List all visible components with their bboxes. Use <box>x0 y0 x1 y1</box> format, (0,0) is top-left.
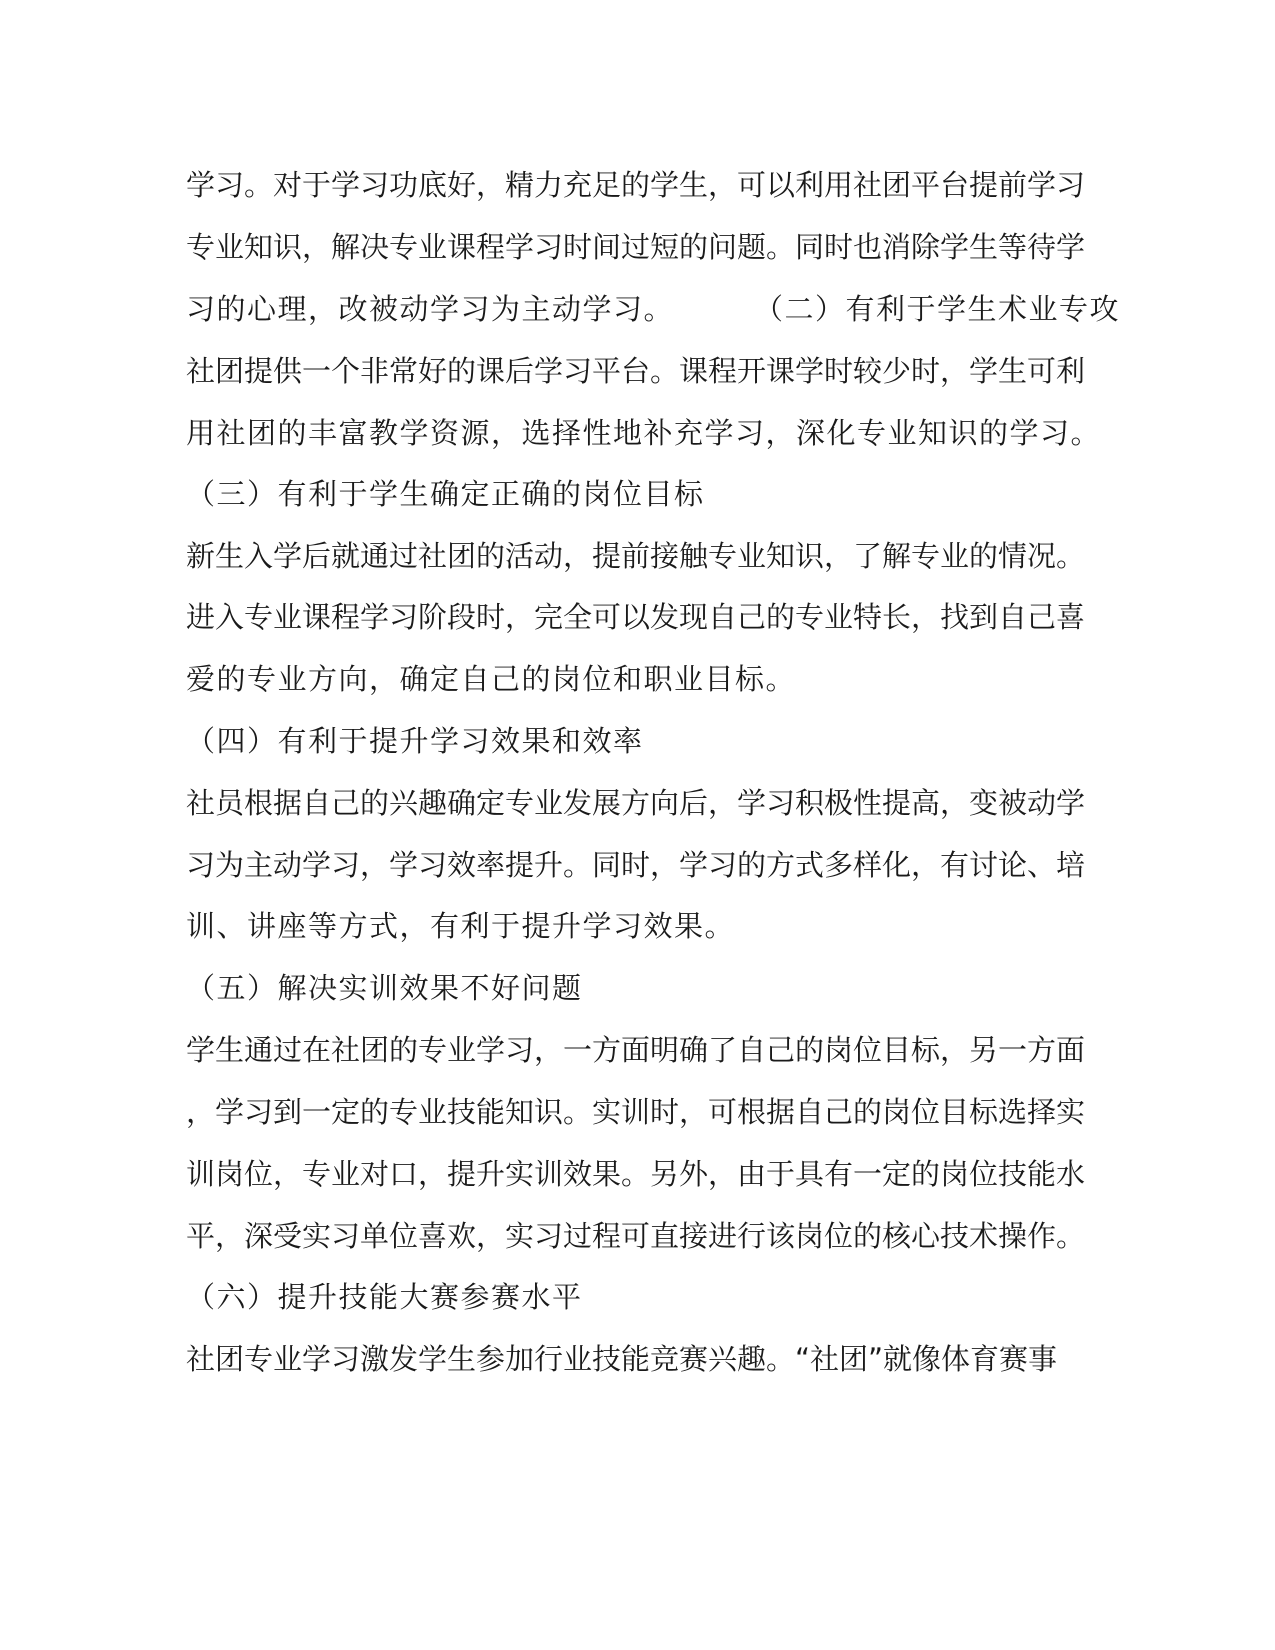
paragraph-line: 习为主动学习，学习效率提升。同时，学习的方式多样化，有讨论、培 <box>186 848 1086 882</box>
paragraph-line: 学习。对于学习功底好，精力充足的学生，可以利用社团平台提前学习 <box>186 168 1086 202</box>
paragraph-line: 平，深受实习单位喜欢，实习过程可直接进行该岗位的核心技术操作。 <box>186 1219 1086 1253</box>
paragraph-line: 社团提供一个非常好的课后学习平台。课程开课学时较少时，学生可利 <box>186 354 1086 388</box>
paragraph-line: 进入专业课程学习阶段时，完全可以发现自己的专业特长，找到自己喜 <box>186 600 1086 634</box>
paragraph-line: 用社团的丰富教学资源，选择性地补充学习，深化专业知识的学习。 <box>186 416 1102 450</box>
paragraph-line: 社员根据自己的兴趣确定专业发展方向后，学习积极性提高，变被动学 <box>186 786 1086 820</box>
paragraph-line: 社团专业学习激发学生参加行业技能竞赛兴趣。“社团”就像体育赛事 <box>186 1342 1058 1376</box>
section-heading-3: （三）有利于学生确定正确的岗位目标 <box>186 477 705 511</box>
paragraph-line: 爱的专业方向，确定自己的岗位和职业目标。 <box>186 662 797 696</box>
paragraph-line: ，学习到一定的专业技能知识。实训时，可根据自己的岗位目标选择实 <box>186 1095 1086 1129</box>
section-heading-6: （六）提升技能大赛参赛水平 <box>186 1280 583 1314</box>
paragraph-line <box>186 289 1120 329</box>
paragraph-line: 学生通过在社团的专业学习，一方面明确了自己的岗位目标，另一方面 <box>186 1033 1086 1067</box>
paragraph-line: 训、讲座等方式，有利于提升学习效果。 <box>186 909 736 943</box>
section-heading-5: （五）解决实训效果不好问题 <box>186 971 583 1005</box>
paragraph-end-text: 习的心理，改被动学习为主动学习。 <box>186 292 675 326</box>
paragraph-line: 训岗位，专业对口，提升实训效果。另外，由于具有一定的岗位技能水 <box>186 1157 1086 1191</box>
paragraph-line: 新生入学后就通过社团的活动，提前接触专业知识，了解专业的情况。 <box>186 539 1086 573</box>
paragraph-line: 专业知识，解决专业课程学习时间过短的问题。同时也消除学生等待学 <box>186 230 1086 264</box>
section-heading-2: （二）有利于学生术业专攻 <box>754 292 1121 326</box>
section-heading-4: （四）有利于提升学习效果和效率 <box>186 724 644 758</box>
